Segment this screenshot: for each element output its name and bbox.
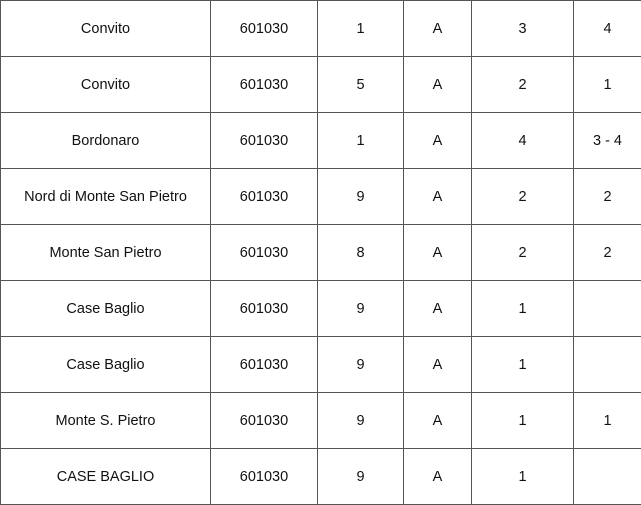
cell-value-b: 3 [472, 1, 574, 57]
cell-class: A [404, 113, 472, 169]
cell-code: 601030 [211, 225, 318, 281]
cell-value-b: 1 [472, 337, 574, 393]
cell-class: A [404, 393, 472, 449]
cell-value-b: 1 [472, 281, 574, 337]
cell-value-a: 1 [318, 113, 404, 169]
table-row [1, 225, 641, 281]
cell-location: Case Baglio [1, 337, 211, 393]
cell-class: A [404, 225, 472, 281]
cell-value-c: 3 - 4 [574, 113, 641, 169]
cell-value-a: 9 [318, 169, 404, 225]
cell-location: Case Baglio [1, 281, 211, 337]
cell-class: A [404, 449, 472, 505]
cell-value-b: 1 [472, 393, 574, 449]
cell-value-b: 2 [472, 169, 574, 225]
cell-location: Monte S. Pietro [1, 393, 211, 449]
cell-value-b: 2 [472, 57, 574, 113]
table-row [1, 281, 641, 337]
cell-value-c: 1 [574, 393, 641, 449]
cell-class: A [404, 169, 472, 225]
table-body [1, 1, 641, 505]
cell-value-c [574, 337, 641, 393]
cell-value-b: 4 [472, 113, 574, 169]
table-row [1, 449, 641, 505]
cell-value-a: 9 [318, 449, 404, 505]
cell-value-b: 2 [472, 225, 574, 281]
table-row [1, 1, 641, 57]
cell-value-c [574, 449, 641, 505]
table-row [1, 393, 641, 449]
cell-value-a: 9 [318, 337, 404, 393]
cell-value-b: 1 [472, 449, 574, 505]
cell-code: 601030 [211, 113, 318, 169]
cell-value-c: 2 [574, 225, 641, 281]
cell-location: Convito [1, 1, 211, 57]
cell-code: 601030 [211, 337, 318, 393]
cell-class: A [404, 281, 472, 337]
table-row [1, 337, 641, 393]
cell-location: Convito [1, 57, 211, 113]
cell-class: A [404, 337, 472, 393]
cell-value-a: 9 [318, 281, 404, 337]
cell-value-c: 4 [574, 1, 641, 57]
cell-value-c: 1 [574, 57, 641, 113]
cell-class: A [404, 1, 472, 57]
cell-code: 601030 [211, 393, 318, 449]
cell-class: A [404, 57, 472, 113]
cell-code: 601030 [211, 449, 318, 505]
cell-value-c: 2 [574, 169, 641, 225]
cell-location: CASE BAGLIO [1, 449, 211, 505]
table-row [1, 169, 641, 225]
cell-code: 601030 [211, 1, 318, 57]
cell-location: Nord di Monte San Pietro [1, 169, 211, 225]
table-row [1, 113, 641, 169]
cell-value-a: 5 [318, 57, 404, 113]
table-row [1, 57, 641, 113]
cell-code: 601030 [211, 281, 318, 337]
cell-value-a: 8 [318, 225, 404, 281]
cell-value-a: 9 [318, 393, 404, 449]
cell-value-a: 1 [318, 1, 404, 57]
cell-location: Monte San Pietro [1, 225, 211, 281]
cell-value-c [574, 281, 641, 337]
cell-location: Bordonaro [1, 113, 211, 169]
cell-code: 601030 [211, 57, 318, 113]
cell-code: 601030 [211, 169, 318, 225]
